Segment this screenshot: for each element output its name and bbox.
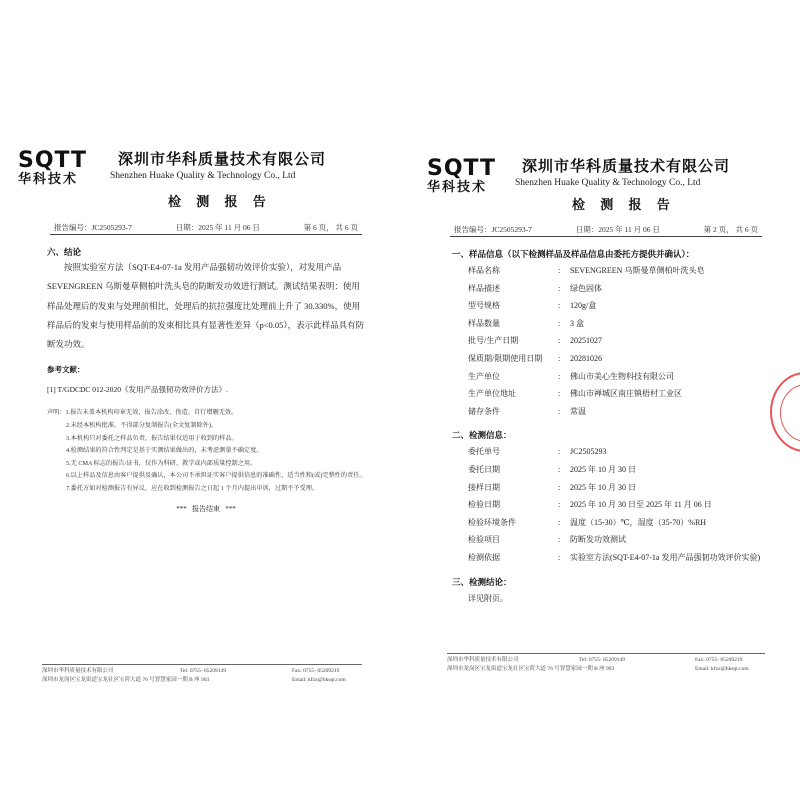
colon: : [558,318,561,328]
sample-info-heading: 一、样品信息（以下检测样品及样品信息由委托方提供并确认）： [452,249,695,259]
info-label: 检验环境条件 [468,517,516,527]
info-row [452,517,792,535]
report-title: 检 测 报 告 [168,194,272,209]
info-value: 佛山市禅城区南庄镇梧村工业区 [570,389,682,399]
report-title: 检 测 报 告 [572,197,676,212]
report-number: 报告编号：JC2505293-7 [54,223,132,232]
colon: : [558,301,561,311]
report-date: 日期：2025 年 11 月 06 日 [175,223,260,232]
company-logo: SQTT 华科技术 [18,148,88,187]
company-name-en: Shenzhen Huake Quality & Technology Co., Ltd [515,178,701,188]
colon: : [558,500,561,510]
conclusion-heading: 六、结论 [47,247,82,257]
info-value: 常温 [570,406,586,416]
info-row [452,552,792,570]
info-row [452,353,792,371]
page-footer: 深圳市华科质量技术有限公司 深圳市龙岗区宝龙街道宝龙社区宝荷大道 76 号智慧家园一期 B 座 903 Tel: 0755- 85209149 Fax: 0755- 85209219 Email: kfzx@hksqt.com [447,653,765,677]
info-row [452,335,792,353]
info-value: 防断发功效测试 [570,535,626,545]
reference-item: [1] T/GDCDC 012-2020《发用产品强韧功效评价方法》. [47,385,228,395]
test-conclusion-text: 详见附页。 [468,593,508,603]
colon: : [558,266,561,275]
info-value: 2025 年 10 月 30 日 [570,482,636,492]
info-label: 生产单位 [468,371,500,381]
page-2-body [452,248,792,610]
colon: : [558,406,561,416]
colon: : [558,353,561,363]
colon: : [558,447,561,457]
info-label: 委托单号 [468,447,500,457]
company-logo: SQTT 华科技术 [427,156,497,195]
info-value: JC2505293 [570,447,607,457]
info-row [452,406,792,424]
test-info-table [452,446,792,569]
colon: : [558,464,561,474]
info-value: 20281026 [570,353,602,363]
info-label: 样品描述 [468,283,500,293]
colon: : [558,535,561,545]
info-value: 实验室方法(SQT-E4-07-1a 发用产品强韧功效评价实验) [570,552,761,562]
page-number: 第 2 页， 共 6 页 [703,225,758,234]
report-number: 报告编号：JC2505293-7 [454,225,532,234]
page-header [450,224,762,237]
report-page-6 [0,0,395,800]
info-row [452,300,792,318]
info-label: 委托日期 [468,464,500,474]
conclusion-text: 按照实验室方法（SQT-E4-07-1a 发用产品强韧功效评价实验），对发用产品 SEVENGREEN 乌斯曼草侧柏叶洗头皂的防断发功效进行测试。测试结果表明：使用样品处理后的发束与处理前相比，处理后的抗拉强度比处理前上升了 30.330%，使用样品后的发束与使用样品前的发束相比具有显著性差异（p<0.05），表示此样品具有防断发功效。 [47,262,365,350]
info-row [452,482,792,500]
info-label: 型号规格 [468,301,500,311]
sample-info-table [452,265,792,423]
info-row [452,464,792,482]
info-value: 120g/盒 [570,301,597,311]
info-row [452,534,792,552]
info-value: 绿色固体 [570,283,602,293]
references-heading: 参考文献： [47,365,85,375]
page-header [50,222,362,235]
info-value: 2025 年 10 月 30 日至 2025 年 11 月 06 日 [570,500,712,510]
info-row [452,446,792,464]
colon: : [558,482,561,492]
report-page-2 [405,0,800,800]
info-value: 20251027 [570,336,602,346]
info-row [452,283,792,301]
test-info-heading: 二、检测信息： [452,430,512,441]
report-date: 日期：2025 年 11 月 06 日 [575,225,660,234]
colon: : [558,389,561,399]
info-label: 检验日期 [468,500,500,510]
info-value: 2025 年 10 月 30 日 [570,464,636,474]
info-value: SEVENGREEN 乌斯曼草侧柏叶洗头皂 [570,266,705,275]
info-label: 保质期/限期使用日期 [468,353,543,363]
colon: : [558,283,561,293]
colon: : [558,552,561,562]
colon: : [558,371,561,381]
page-footer: 深圳市华科质量技术有限公司 深圳市龙岗区宝龙街道宝龙社区宝荷大道 76 号智慧家园一期 B 座 903 Tel: 0755- 85209149 Fax: 0755- 85209219 Email: kfzx@hksqt.com [42,664,362,688]
company-name-cn: 深圳市华科质量技术有限公司 [522,159,731,175]
info-label: 检测依据 [468,552,500,562]
info-row [452,265,792,283]
company-name-cn: 深圳市华科质量技术有限公司 [118,152,327,168]
page-6-body [47,246,365,514]
info-label: 生产单位地址 [468,389,516,399]
info-label: 检验项目 [468,535,500,545]
info-row [452,388,792,406]
info-row [452,318,792,336]
info-row [452,499,792,517]
test-conclusion-heading: 三、检测结论： [452,576,512,587]
declarations: 声明：1.报告未盖本机构印章无效，报告涂改、伪造、自行增删无效。 2.未经本机构批准，不得部分复制报告(全文复制除外)。 3.本机构只对委托之样品负责，报告结果仅适用于收到的样品。 4.检测结果的符合性判定是基于实测结果做出的，未考虑测量不确定度。 5.无 CMA 标志的报告/证书，仅作为科研、教学或内部质量控制之用。 6.以上样品及信息由客户提供及确认，本公司不承担证实客户提供信息的准确性、适当性和(或)完整性的责任。 7.委托方如对检测报告有异议，应在收到检测报告之日起 1 个月内提出申诉，过期不予受理。 [47,409,366,493]
info-value: 佛山市美心生物科技有限公司 [570,371,674,381]
info-label: 样品数量 [468,318,500,328]
info-row [452,371,792,389]
company-name-en: Shenzhen Huake Quality & Technology Co., Ltd [110,171,296,181]
colon: : [558,336,561,346]
info-label: 样品名称 [468,266,500,275]
colon: : [558,517,561,527]
info-label: 接样日期 [468,482,500,492]
info-label: 批号/生产日期 [468,336,519,346]
page-number: 第 6 页， 共 6 页 [303,223,358,232]
info-label: 储存条件 [468,406,500,416]
info-value: 3 盒 [570,318,584,328]
report-end-mark: *** 报告结束 *** [176,504,236,513]
info-value: 温度（15-30）℃，湿度（35-70）%RH [570,517,707,527]
